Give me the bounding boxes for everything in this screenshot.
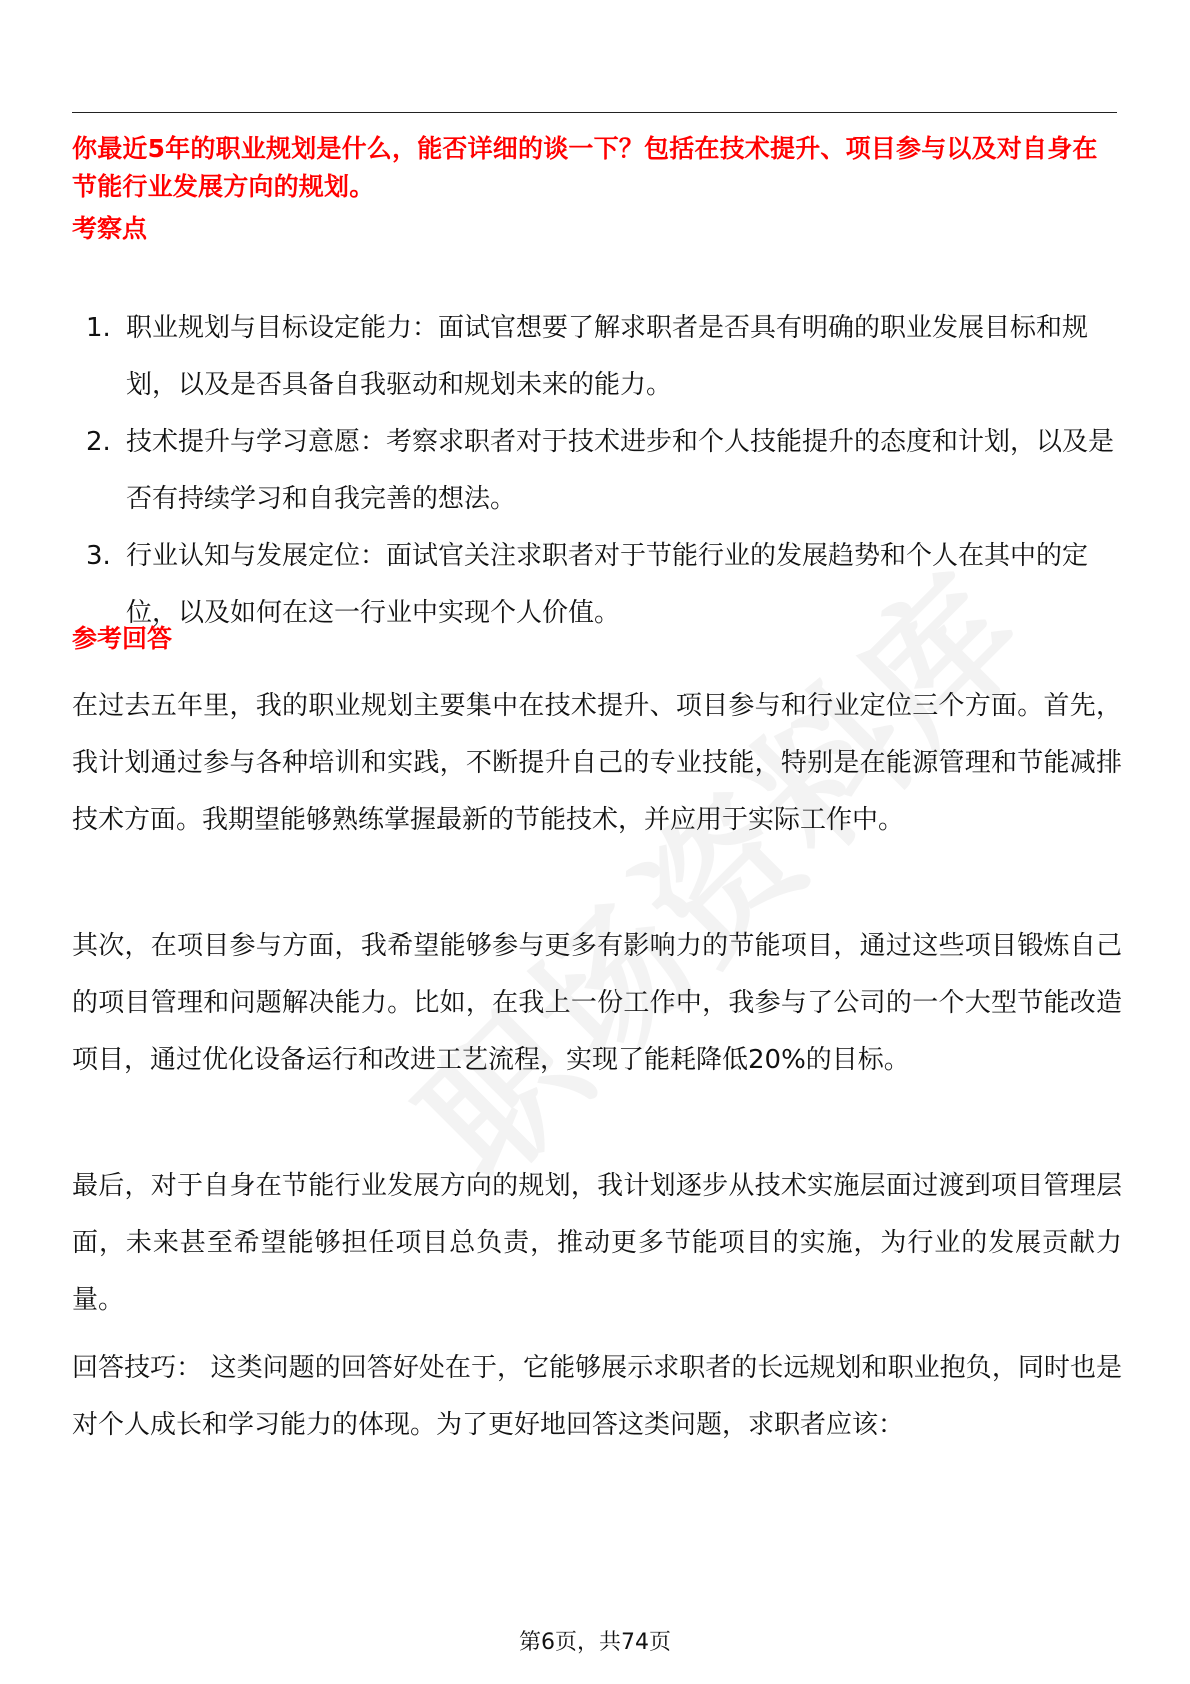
section-heading-reference: 参考回答 <box>72 624 173 653</box>
answer-paragraph-3: 最后，对于自身在节能行业发展方向的规划，我计划逐步从技术实施层面过渡到项目管理层面，未来甚至希望能够担任项目总负责，推动更多节能项目的实施，为行业的发展贡献力量。 <box>72 1171 1122 1315</box>
answer-tips-paragraph: 回答技巧： 这类问题的回答好处在于，它能够展示求职者的长远规划和职业抱负，同时也是对个人成长和学习能力的体现。为了更好地回答这类问题，求职者应该： <box>72 1353 1122 1440</box>
list-item-number: 2. <box>86 427 111 457</box>
section-heading-examine: 考察点 <box>72 214 148 243</box>
list-item-text: 职业规划与目标设定能力：面试官想要了解求职者是否具有明确的职业发展目标和规划，以及是否具备自我驱动和规划未来的能力。 <box>126 313 1089 400</box>
examine-points-list <box>72 300 1122 642</box>
list-item <box>72 414 1122 528</box>
list-item-number: 3. <box>86 541 111 571</box>
header-rule <box>72 112 1117 113</box>
list-item-number: 1. <box>86 313 111 343</box>
answer-paragraph-2: 其次，在项目参与方面，我希望能够参与更多有影响力的节能项目，通过这些项目锻炼自己的项目管理和问题解决能力。比如，在我上一份工作中，我参与了公司的一个大型节能改造项目，通过优化设备运行和改进工艺流程，实现了能耗降低20%的目标。 <box>72 931 1122 1075</box>
list-item <box>72 528 1122 642</box>
list-item-text: 行业认知与发展定位：面试官关注求职者对于节能行业的发展趋势和个人在其中的定位，以及如何在这一行业中实现个人价值。 <box>126 541 1089 628</box>
answer-paragraph-1: 在过去五年里，我的职业规划主要集中在技术提升、项目参与和行业定位三个方面。首先，我计划通过参与各种培训和实践，不断提升自己的专业技能，特别是在能源管理和节能减排技术方面。我期望能够熟练掌握最新的节能技术，并应用于实际工作中。 <box>72 691 1122 835</box>
list-item-text: 技术提升与学习意愿：考察求职者对于技术进步和个人技能提升的态度和计划，以及是否有持续学习和自我完善的想法。 <box>126 427 1115 514</box>
page-number-footer: 第6页，共74页 <box>519 1630 671 1655</box>
question-heading: 你最近5年的职业规划是什么，能否详细的谈一下？包括在技术提升、项目参与以及对自身在节能行业发展方向的规划。 <box>72 134 1098 201</box>
list-item <box>72 300 1122 414</box>
